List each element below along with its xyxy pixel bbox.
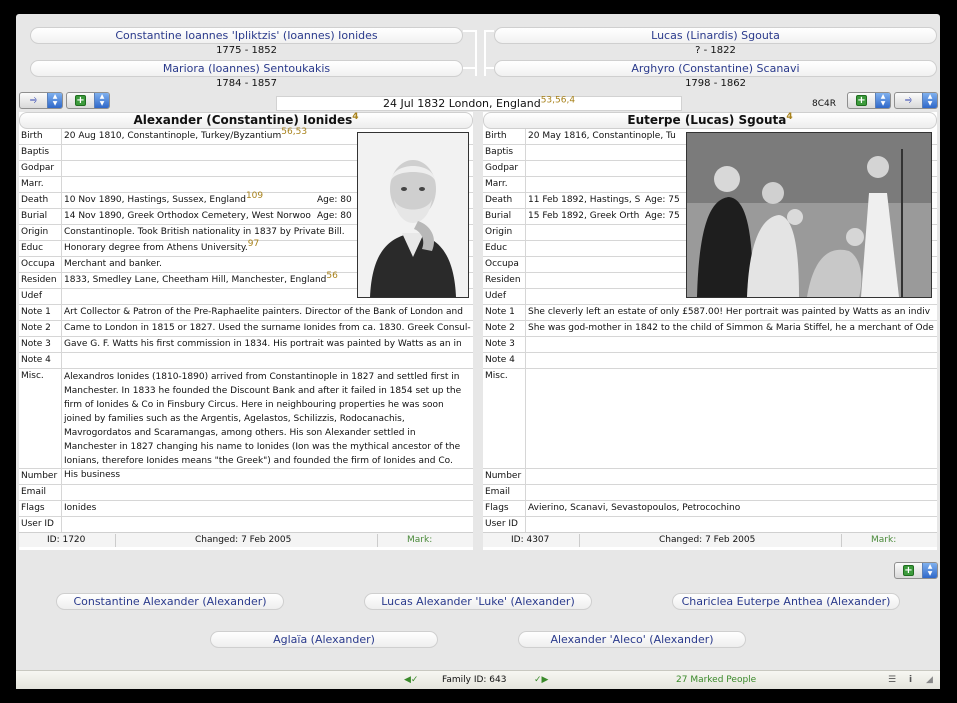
- wife-name-header[interactable]: [483, 112, 937, 129]
- field-value: [61, 337, 471, 352]
- popup-arrows-icon: ▲ ▼: [875, 93, 890, 108]
- value-text: Came to London in 1815 or 1827. Used the surname Ionides from ca. 1830. Greek Consul-: [64, 323, 471, 333]
- value-text: 10 Nov 1890, Hastings, Sussex, England: [64, 195, 246, 205]
- field-value: [61, 305, 471, 320]
- field-value: [61, 161, 355, 176]
- marriage-field[interactable]: [276, 96, 682, 111]
- value-text: 20 Aug 1810, Constantinople, Turkey/Byzantium: [64, 131, 282, 141]
- field-label: Occupa: [21, 259, 55, 269]
- email-field[interactable]: [483, 485, 937, 501]
- status-bar: [16, 670, 940, 689]
- field-value: [525, 469, 935, 484]
- husband-add-popup[interactable]: [66, 92, 110, 109]
- field-label: Burial: [21, 211, 48, 221]
- email-field[interactable]: [19, 485, 473, 501]
- field-label: Baptis: [485, 147, 514, 157]
- field-value: [525, 305, 935, 320]
- note2-field[interactable]: [19, 321, 473, 337]
- value-text: 20 May 1816, Constantinople, Tu: [528, 131, 676, 141]
- field-label: User ID: [485, 519, 518, 529]
- family-id: Family ID: 643: [442, 675, 507, 685]
- field-value: [525, 225, 684, 240]
- field-value: [61, 177, 355, 192]
- field-label: Note 4: [21, 355, 51, 365]
- note1-field[interactable]: [19, 305, 473, 321]
- field-value: [525, 321, 935, 336]
- record-footer: [19, 532, 473, 547]
- field-value: [525, 257, 684, 272]
- source-ref: 109: [245, 191, 264, 201]
- marriage-text: 24 Jul 1832 London, England: [382, 97, 541, 110]
- field-label: Godpar: [485, 163, 519, 173]
- field-value: [61, 241, 355, 256]
- age-label: Age: 75: [645, 195, 680, 205]
- wife-father-button[interactable]: Lucas (Linardis) Sgouta: [494, 27, 937, 44]
- source-ref: 56,53: [281, 127, 308, 137]
- connector-line: [463, 67, 477, 69]
- value-text: Constantinople. Took British nationality in 1837 by Private Bill.: [64, 227, 345, 237]
- age-label: Age: 80: [317, 211, 352, 221]
- info-icon[interactable]: i: [909, 675, 913, 685]
- value-text: Merchant and banker.: [64, 259, 162, 269]
- record-id: ID: 4307: [511, 535, 550, 545]
- field-value: [61, 193, 355, 208]
- field-label: Misc.: [485, 371, 508, 381]
- note3-field[interactable]: [19, 337, 473, 353]
- source-ref: 56: [326, 271, 338, 281]
- field-label: Number: [21, 471, 58, 481]
- child-button[interactable]: Constantine Alexander (Alexander): [56, 593, 284, 610]
- field-value: [61, 517, 471, 532]
- tree-icon: ⥤: [904, 95, 913, 105]
- resize-grip-icon[interactable]: ◢: [926, 675, 933, 685]
- value-text: 11 Feb 1892, Hastings, S: [528, 195, 641, 205]
- field-value: [61, 145, 355, 160]
- connector-line: [475, 30, 477, 76]
- value-text: Art Collector & Patron of the Pre-Raphaelite painters. Director of the Bank of London and: [64, 307, 463, 317]
- wife-mother-button[interactable]: Arghyro (Constantine) Scanavi: [494, 60, 937, 77]
- note4-field[interactable]: [19, 353, 473, 369]
- field-value: [525, 501, 935, 516]
- mark-label[interactable]: Mark:: [407, 535, 433, 545]
- field-label: Email: [21, 487, 46, 497]
- field-label: Udef: [21, 291, 43, 301]
- add-child-popup[interactable]: [894, 562, 938, 579]
- field-label: Origin: [21, 227, 49, 237]
- husband-name: Alexander (Constantine) Ionides: [133, 113, 353, 127]
- field-label: Note 3: [21, 339, 51, 349]
- divider: [377, 534, 378, 547]
- mark-label[interactable]: Mark:: [871, 535, 897, 545]
- number-field[interactable]: [483, 469, 937, 485]
- number-field[interactable]: [19, 469, 473, 485]
- husband-portrait-photo[interactable]: [357, 132, 469, 298]
- value-text: Ionides: [64, 503, 97, 513]
- note1-field[interactable]: [483, 305, 937, 321]
- field-label: Birth: [21, 131, 43, 141]
- field-value: [61, 321, 471, 336]
- source-ref: 4: [352, 112, 359, 122]
- field-value: [61, 209, 355, 224]
- flags-field[interactable]: [483, 501, 937, 517]
- family-code: 8C4R: [812, 99, 836, 109]
- field-value: [61, 273, 355, 288]
- value-text: Gave G. F. Watts his first commission in 1834. His portrait was painted by Watts as an in: [64, 339, 462, 349]
- popup-arrows-icon: ▲ ▼: [47, 93, 62, 108]
- wife-add-popup[interactable]: [847, 92, 891, 109]
- age-label: Age: 80: [317, 195, 352, 205]
- field-label: Birth: [485, 131, 507, 141]
- wife-nav-popup[interactable]: [894, 92, 938, 109]
- child-button[interactable]: Lucas Alexander 'Luke' (Alexander): [364, 593, 592, 610]
- field-label: Note 2: [485, 323, 515, 333]
- field-value: [525, 177, 684, 192]
- misc-text: [525, 369, 929, 468]
- field-label: Marr.: [485, 179, 508, 189]
- field-value: [525, 485, 935, 500]
- field-label: Number: [485, 471, 522, 481]
- source-ref: 97: [247, 239, 260, 249]
- field-value: [525, 241, 684, 256]
- field-value: [525, 337, 935, 352]
- field-label: Misc.: [21, 371, 44, 381]
- field-value: [61, 225, 355, 240]
- husband-panel: [19, 112, 473, 550]
- field-label: Note 2: [21, 323, 51, 333]
- next-family-icon[interactable]: ✓▶: [534, 675, 549, 685]
- field-value: [525, 517, 935, 532]
- list-icon[interactable]: ☰: [888, 675, 897, 685]
- field-value: [525, 353, 935, 368]
- wife-family-painting-photo[interactable]: [686, 132, 932, 298]
- husband-mother-years: 1784 - 1857: [216, 78, 277, 89]
- field-label: Flags: [485, 503, 509, 513]
- note3-field[interactable]: [483, 337, 937, 353]
- field-label: Note 1: [21, 307, 51, 317]
- misc-text: Alexandros Ionides (1810-1890) arrived from Constantinople in 1827 and settled first in Manchester. In 1833 he founded the Discount Bank and after it failed in 1854 set up the firm of Ionides & Co in Finsbury Circus. Here in neighbouring properties he was soon joined by families such as the Argentis, Agelastos, Schilizzis, Rodocanachis, Mavrogordatos and Scaramangas, among others. His son Alexander settled in Manchester in 1827 changing his name to Ionides (Ion was the mythical ancestor of the Ionians, therefore Ionides means "the Greek") and founded the firm of Ionides and Co. His business: [61, 369, 465, 468]
- field-value: [525, 129, 684, 144]
- record-footer: [483, 532, 937, 547]
- field-label: User ID: [21, 519, 54, 529]
- field-label: Note 3: [485, 339, 515, 349]
- flags-field[interactable]: [19, 501, 473, 517]
- field-value: [61, 257, 355, 272]
- field-value: [61, 353, 471, 368]
- plus-icon: +: [76, 95, 85, 106]
- wife-name: Euterpe (Lucas) Sgouta: [627, 113, 787, 127]
- field-label: Death: [485, 195, 513, 205]
- user-id-field[interactable]: [19, 517, 473, 533]
- value-text: Avierino, Scanavi, Sevastopoulos, Petrocochino: [528, 503, 741, 513]
- record-id: ID: 1720: [47, 535, 86, 545]
- field-label: Udef: [485, 291, 507, 301]
- husband-mother-button[interactable]: Mariora (Ioannes) Sentoukakis: [30, 60, 463, 77]
- field-value: [61, 289, 355, 304]
- field-label: Note 4: [485, 355, 515, 365]
- connector-line: [484, 30, 486, 76]
- popup-arrows-icon: ▲ ▼: [922, 93, 937, 108]
- child-button[interactable]: Aglaïa (Alexander): [210, 631, 438, 648]
- popup-arrows-icon: ▲ ▼: [922, 563, 937, 578]
- field-value: [61, 129, 355, 144]
- field-label: Occupa: [485, 259, 519, 269]
- husband-name-header[interactable]: [19, 112, 473, 129]
- connector-line: [484, 67, 494, 69]
- value-text: Honorary degree from Athens University.: [64, 243, 248, 253]
- misc-field[interactable]: [483, 369, 937, 469]
- field-label: Note 1: [485, 307, 515, 317]
- value-text: 1833, Smedley Lane, Cheetham Hill, Manchester, England: [64, 275, 327, 285]
- marriage-sources: 53,56,4: [540, 95, 576, 106]
- husband-nav-popup[interactable]: [19, 92, 63, 109]
- source-ref: 4: [786, 112, 793, 122]
- wife-mother-years: 1798 - 1862: [685, 78, 746, 89]
- age-label: Age: 75: [645, 211, 680, 221]
- field-value: [61, 485, 471, 500]
- note2-field[interactable]: [483, 321, 937, 337]
- tree-icon: ⥤: [29, 95, 38, 105]
- changed-date: Changed: 7 Feb 2005: [195, 535, 292, 545]
- field-value: [525, 145, 684, 160]
- field-label: Burial: [485, 211, 512, 221]
- child-button[interactable]: Alexander 'Aleco' (Alexander): [518, 631, 746, 648]
- previous-family-icon[interactable]: ◀✓: [404, 675, 419, 685]
- wife-father-years: ? - 1822: [695, 45, 736, 56]
- divider: [579, 534, 580, 547]
- field-label: Educ: [485, 243, 508, 253]
- changed-date: Changed: 7 Feb 2005: [659, 535, 756, 545]
- field-label: Marr.: [21, 179, 44, 189]
- field-value: [525, 161, 684, 176]
- field-label: Residen: [485, 275, 521, 285]
- husband-father-years: 1775 - 1852: [216, 45, 277, 56]
- family-window: [16, 14, 940, 689]
- plus-icon: +: [857, 95, 866, 106]
- field-label: Baptis: [21, 147, 50, 157]
- note4-field[interactable]: [483, 353, 937, 369]
- wife-panel: [483, 112, 937, 550]
- value-text: She cleverly left an estate of only £587.00! Her portrait was painted by Watts as an indiv: [528, 307, 931, 317]
- husband-father-button[interactable]: Constantine Ioannes 'Ipliktzis' (Ioannes) Ionides: [30, 27, 463, 44]
- value-text: She was god-mother in 1842 to the child of Simmon & Maria Stiffel, he a merchant of Ode: [528, 323, 934, 333]
- field-label: Godpar: [21, 163, 55, 173]
- value-text: 15 Feb 1892, Greek Orth: [528, 211, 640, 221]
- value-text: 14 Nov 1890, Greek Orthodox Cemetery, West Norwoo: [64, 211, 311, 221]
- field-value: [61, 501, 471, 516]
- field-label: Origin: [485, 227, 513, 237]
- marked-people: 27 Marked People: [676, 675, 757, 685]
- field-label: Educ: [21, 243, 44, 253]
- field-label: Residen: [21, 275, 57, 285]
- field-value: [525, 273, 684, 288]
- field-label: Flags: [21, 503, 45, 513]
- field-label: Death: [21, 195, 49, 205]
- connector-line: [484, 30, 494, 32]
- user-id-field[interactable]: [483, 517, 937, 533]
- child-button[interactable]: Chariclea Euterpe Anthea (Alexander): [672, 593, 900, 610]
- divider: [841, 534, 842, 547]
- popup-arrows-icon: ▲ ▼: [94, 93, 109, 108]
- divider: [115, 534, 116, 547]
- field-value: [61, 469, 471, 484]
- field-label: Email: [485, 487, 510, 497]
- field-value: [525, 289, 684, 304]
- plus-icon: +: [904, 565, 913, 576]
